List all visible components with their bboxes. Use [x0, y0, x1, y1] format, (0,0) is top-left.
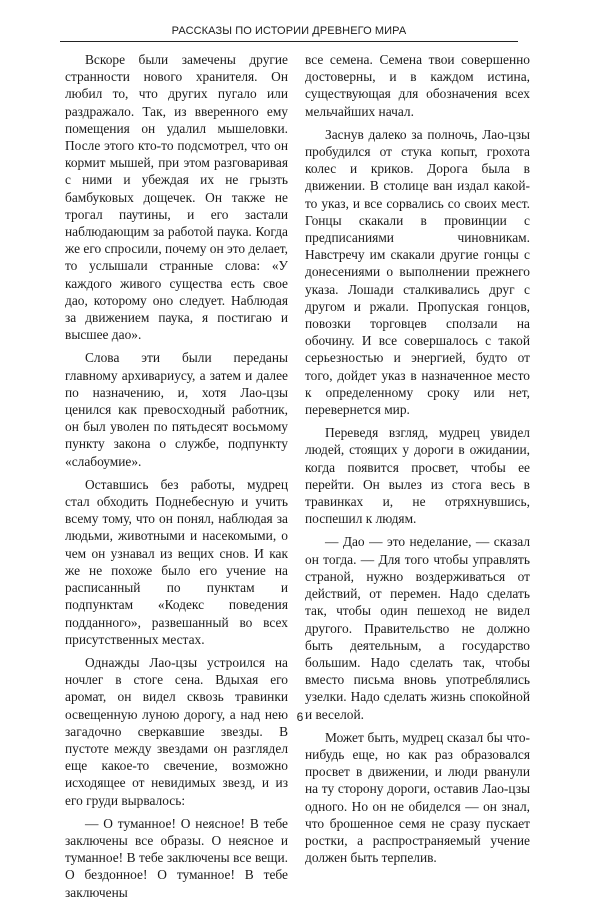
paragraph: Может быть, мудрец сказал бы что-нибудь еще, но как раз образовался просвет в движении, и люди рванули на ту сторону дороги, оставив Лао-цзы одного. Но он не обиделся — он знал, что брошенное семя не сразу пускает ростки, а распространяемый учение должен быть терпелив. [305, 729, 530, 866]
page-number: 6 [296, 710, 304, 724]
left-column [65, 51, 288, 901]
paragraph: — О туманное! О неясное! В тебе заключены все образы. О неясное и туманное! В тебе заключены все вещи. О бездонное! О туманное! В тебе заключены [65, 815, 288, 900]
paragraph: Однажды Лао-цзы устроился на ночлег в стоге сена. Вдыхая его аромат, он видел сквозь травинки освещенную луною дорогу, а над нею загадочно сверкавшие звезды. В пустоте между звездами он разглядел еще какое-то свечение, возможно исходящее от невидимых звезд, и из его груди вырвалось: [65, 654, 288, 808]
paragraph: Слова эти были переданы главному архивариусу, а затем и далее по назначению, и, хотя Лао-цзы ценился как превосходный работник, он был уволен по пятьдесят восьмому пункту закона о службе, подпункту «слабоумие». [65, 350, 288, 469]
right-column [305, 51, 530, 866]
running-header: РАССКАЗЫ ПО ИСТОРИИ ДРЕВНЕГО МИРА [60, 25, 518, 42]
paragraph: Оставшись без работы, мудрец стал обходить Поднебесную и учить всему тому, что он понял, наблюдая за людьми, животными и насекомыми, о чем он узнавал из вещих снов. И как же не похоже было его учение на расписанный по пунктам и подпунктам «Кодекс поведения подданного», развешанный во всех присутственных местах. [65, 476, 288, 647]
paragraph: — Дао — это неделание, — сказал он тогда. — Для того чтобы управлять страной, нужно воздерживаться от действий, от перемен. Надо сделать так, чтобы один пешеход не видел другого. Правительство не должно быть деятельным, а государство большим. Надо сделать так, чтобы вместо письма вновь употреблялись узелки. Надо сделать жизнь спокойной и веселой. [305, 534, 530, 722]
paragraph: Заснув далеко за полночь, Лао-цзы пробудился от стука копыт, грохота колес и криков. Дорога была в движении. В столице ван издал какой-то указ, и все сорвались со своих мест. Гонцы скакали в провинции с предписаниями чиновникам. Навстречу им скакали другие гонцы с донесениями о выполнении прежнего указа. Лошади сталкивались друг с другом и ржали. Пропуская гонцов, повозки торговцев сползали на обочину. И все совершалось с такой серьезностью и энергией, будто от того, дойдет указ в назначенное место к определенному сроку или нет, перевернется мир. [305, 126, 530, 418]
paragraph: Вскоре были замечены другие странности нового хранителя. Он любил то, что других пугало или раздражало. Так, из вверенного ему помещения он удалил мышеловки. После этого кто-то подсмотрел, что он кормит мышей, при этом разговаривая с ними и убеждая их не грызть бамбуковых дощечек. Он также не трогал паутины, и его застали наблюдающим за работой паука. Когда же его спросили, почему он это делает, то услышали странные слова: «У каждого живого существа есть свое дао, которому оно следует. Наблюдая за движением паука, я постигаю и высшее дао». [65, 52, 288, 343]
paragraph: Переведя взгляд, мудрец увидел людей, стоящих у дороги в ожидании, когда появится просвет, чтобы ее перейти. Он вылез из стога весь в травинках и, не отряхнувшись, поспешил к людям. [305, 425, 530, 527]
paragraph-continued: все семена. Семена твои совершенно достоверны, и в каждом истина, существующая для обозначения всех мельчайших начал. [305, 52, 530, 119]
